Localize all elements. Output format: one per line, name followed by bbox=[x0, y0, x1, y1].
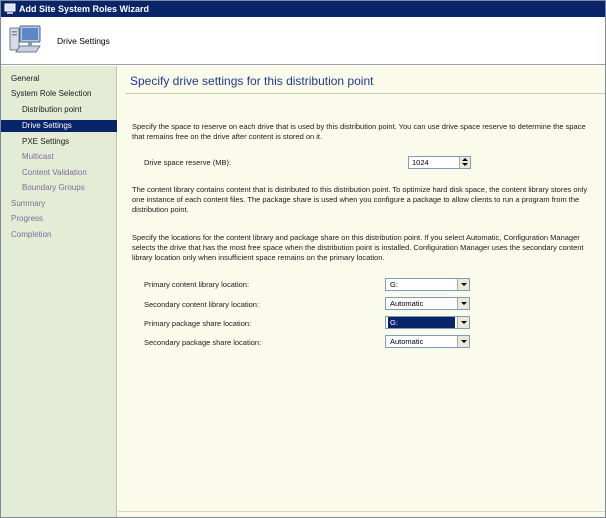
secondary-content-library-select[interactable] bbox=[385, 297, 470, 310]
step-completion[interactable]: Completion bbox=[11, 230, 52, 239]
title-bar[interactable] bbox=[1, 1, 605, 17]
dropdown-button[interactable] bbox=[457, 279, 469, 290]
wizard-content bbox=[118, 66, 605, 517]
step-general[interactable]: General bbox=[11, 74, 40, 83]
step-pxe-settings[interactable]: PXE Settings bbox=[22, 137, 70, 146]
banner-title: Drive Settings bbox=[57, 36, 110, 46]
locations-description: Specify the locations for the content library and package share on this distribution point. If you select Automatic, Configuration Manager selects the drive that has the most free space when the distribution point is installed. Configuration Manager uses the secondary content library location only when insufficient space remains on the primary location. bbox=[132, 233, 584, 262]
window-title: Add Site System Roles Wizard bbox=[19, 4, 149, 14]
primary-package-share-value: G: bbox=[388, 317, 455, 328]
computer-icon bbox=[6, 20, 46, 60]
step-drive-settings[interactable]: Drive Settings bbox=[1, 120, 117, 132]
step-distribution-point[interactable]: Distribution point bbox=[22, 105, 82, 114]
chevron-down-icon bbox=[461, 321, 467, 324]
step-summary[interactable]: Summary bbox=[11, 199, 46, 208]
dropdown-button[interactable] bbox=[457, 317, 469, 328]
spin-up-icon[interactable] bbox=[462, 158, 468, 161]
dropdown-button[interactable] bbox=[457, 336, 469, 347]
step-progress[interactable]: Progress bbox=[11, 214, 44, 223]
step-boundary-groups[interactable]: Boundary Groups bbox=[22, 183, 85, 192]
spin-down-icon[interactable] bbox=[462, 163, 468, 166]
content-library-description: The content library contains content that is distributed to this distribution point. To optimize hard disk space, the content library stores only one instance of each content files. The package share is used when you configure a package to allow clients to run a program from the distribution point. bbox=[132, 185, 588, 214]
primary-content-library-value: G: bbox=[390, 280, 398, 289]
chevron-down-icon bbox=[461, 302, 467, 305]
secondary-content-library-value: Automatic bbox=[390, 299, 424, 308]
chevron-down-icon bbox=[461, 283, 467, 286]
chevron-down-icon bbox=[461, 340, 467, 343]
reserve-spin-buttons[interactable] bbox=[459, 157, 470, 168]
primary-package-share-select[interactable] bbox=[385, 316, 470, 329]
page-heading: Specify drive settings for this distribution point bbox=[130, 74, 374, 88]
primary-content-library-select[interactable] bbox=[385, 278, 470, 291]
reserve-label: Drive space reserve (MB): bbox=[144, 158, 232, 167]
drive-space-reserve-input[interactable] bbox=[408, 156, 471, 169]
reserve-value: 1024 bbox=[412, 158, 429, 167]
footer-divider bbox=[118, 511, 605, 512]
primary-content-library-label: Primary content library location: bbox=[144, 280, 250, 289]
secondary-package-share-label: Secondary package share location: bbox=[144, 338, 262, 347]
wizard-step-sidebar bbox=[1, 66, 117, 517]
step-content-validation[interactable]: Content Validation bbox=[22, 168, 87, 177]
wizard-banner bbox=[1, 17, 605, 65]
step-system-role-selection[interactable]: System Role Selection bbox=[11, 89, 92, 98]
step-multicast[interactable]: Multicast bbox=[22, 152, 54, 161]
secondary-content-library-label: Secondary content library location: bbox=[144, 300, 260, 309]
heading-divider bbox=[126, 93, 605, 94]
reserve-description: Specify the space to reserve on each drive that is used by this distribution point. You can use drive space reserve to determine the space that remains free on the drive after content is stored on it. bbox=[132, 122, 586, 141]
wizard-app-icon bbox=[4, 3, 16, 15]
primary-package-share-label: Primary package share location: bbox=[144, 319, 252, 328]
secondary-package-share-select[interactable] bbox=[385, 335, 470, 348]
secondary-package-share-value: Automatic bbox=[390, 337, 424, 346]
dropdown-button[interactable] bbox=[457, 298, 469, 309]
